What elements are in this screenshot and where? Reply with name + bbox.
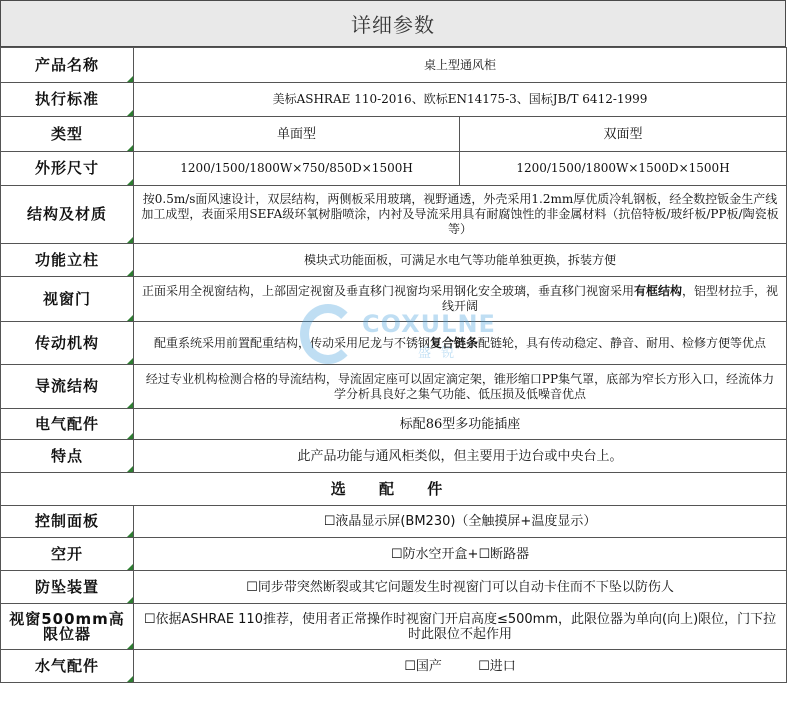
row-label: 视窗500mm高限位器 [1,604,134,650]
row-value: 桌上型通风柜 [134,48,787,83]
row-label: 特点 [1,440,134,473]
type-single: 单面型 [134,117,460,152]
row-value [134,650,787,683]
table-row [1,571,787,604]
table-row [1,277,787,322]
row-value: ☐依据ASHRAE 110推荐，使用者正常操作时视窗门开启高度≤500mm，此限位器为单向(向上)限位，门下拉时此限位不起作用 [134,604,787,650]
option-imported: ☐进口 [478,658,516,674]
table-row [1,506,787,538]
table-row [1,186,787,244]
drive-text-a: 配重系统采用前置配重结构，传动采用尼龙与不锈钢 [153,335,430,350]
row-value: ☐防水空开盒+☐断路器 [134,538,787,571]
table-row [1,538,787,571]
table-row [1,48,787,83]
table-row [1,152,787,186]
row-label: 导流结构 [1,365,134,409]
table-row [1,365,787,409]
drive-text-bold: 复合链条 [430,335,479,350]
size-double: 1200/1500/1800W×1500D×1500H [460,152,787,186]
row-value: 模块式功能面板，可满足水电气等功能单独更换，拆装方便 [134,244,787,277]
table-row [1,650,787,683]
page-title: 详细参数 [0,0,786,47]
table-row [1,409,787,440]
row-value: 经过专业机构检测合格的导流结构，导流固定座可以固定滴定架，锥形缩口PP集气罩，底部为窄长方形入口，经流体力学分析具良好之集气功能、低压损及低噪音优点 [134,365,787,409]
row-value: ☐同步带突然断裂或其它问题发生时视窗门可以自动卡住而不下坠以防伤人 [134,571,787,604]
table-row [1,322,787,365]
row-label: 执行标准 [1,83,134,117]
row-label: 电气配件 [1,409,134,440]
row-value [134,322,787,365]
table-row [1,440,787,473]
row-label: 传动机构 [1,322,134,365]
row-label: 视窗门 [1,277,134,322]
watermark-brand: COXULNE [362,310,496,338]
row-value [134,277,787,322]
drive-text-b: 配链轮，具有传动稳定、静音、耐用、检修方便等优点 [478,335,767,350]
row-value: 此产品功能与通风柜类似，但主要用于边台或中央台上。 [134,440,787,473]
watermark-sub: 盛 锐 [418,346,458,361]
table-row [1,604,787,650]
type-double: 双面型 [460,117,787,152]
table-row [1,117,787,152]
window-text-a: 正面采用全视窗结构，上部固定视窗及垂直移门视窗均采用钢化安全玻璃，垂直移门视窗采用 [141,284,634,298]
table-row [1,83,787,117]
row-label: 空开 [1,538,134,571]
row-value: 标配86型多功能插座 [134,409,787,440]
row-value: ☐液晶显示屏(BM230)（全触摸屏+温度显示） [134,506,787,538]
window-text-b: ，铝型材拉手，视线开阔 [442,284,779,313]
spec-table [0,47,787,683]
window-text-bold: 有框结构 [634,284,683,298]
row-label: 水气配件 [1,650,134,683]
row-label: 防坠装置 [1,571,134,604]
row-value: 美标ASHRAE 110-2016、欧标EN14175-3、国标JB/T 6412-1999 [134,83,787,117]
row-value: 按0.5m/s面风速设计，双层结构，两侧板采用玻璃，视野通透，外壳采用1.2mm厚优质冷轧钢板，经全数控钣金生产线加工成型，表面采用SEFA级环氧树脂喷涂，内衬及导流采用具有耐腐蚀性的非金属材料（抗倍特板/玻纤板/PP板/陶瓷板等） [134,186,787,244]
section-row [1,473,787,506]
row-label: 结构及材质 [1,186,134,244]
size-single: 1200/1500/1800W×750/850D×1500H [134,152,460,186]
table-row [1,244,787,277]
row-label: 控制面板 [1,506,134,538]
row-label: 功能立柱 [1,244,134,277]
row-label: 产品名称 [1,48,134,83]
row-label: 类型 [1,117,134,152]
options-heading: 选 配 件 [1,473,787,506]
option-domestic: ☐国产 [404,658,442,674]
row-label: 外形尺寸 [1,152,134,186]
